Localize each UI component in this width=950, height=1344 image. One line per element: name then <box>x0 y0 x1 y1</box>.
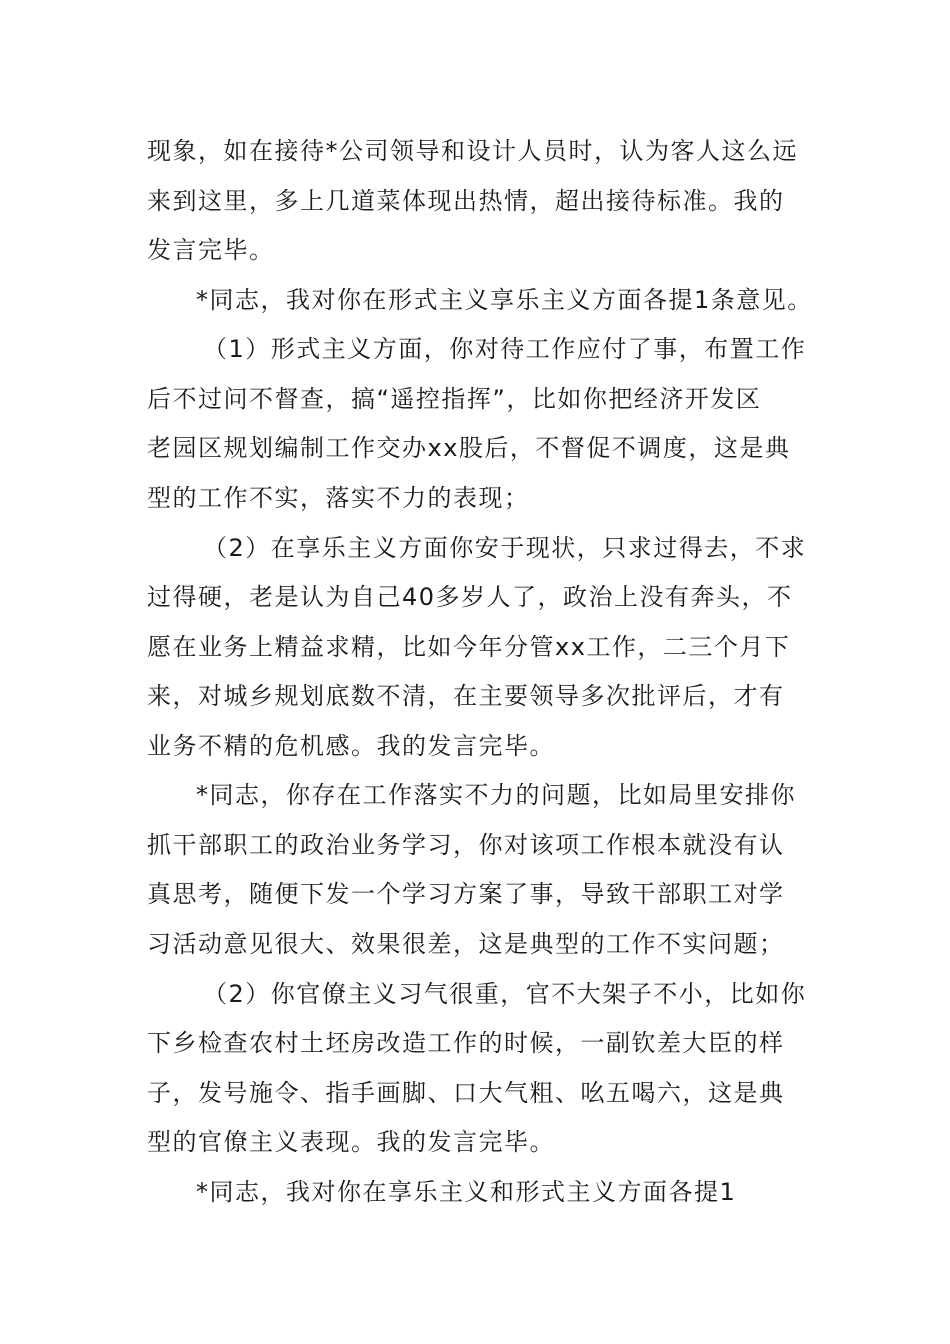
text-line: 现象，如在接待*公司领导和设计人员时，认为客人这么远 <box>147 137 798 165</box>
paragraph-start-line: （2）你官僚主义习气很重，官不大架子不小，比如你 <box>203 980 807 1008</box>
text-line: 下乡检查农村土坯房改造工作的时候，一副钦差大臣的样 <box>147 1029 785 1057</box>
text-line: 真思考，随便下发一个学习方案了事，导致干部职工对学 <box>147 880 785 908</box>
text-line: 来到这里，多上几道菜体现出热情，超出接待标准。我的 <box>147 187 785 215</box>
text-line: 后不过问不督查，搞“遥控指挥”，比如你把经济开发区 <box>147 385 762 413</box>
paragraph-start-line: *同志，你存在工作落实不力的问题，比如局里安排你 <box>196 781 796 809</box>
text-line: 子，发号施令、指手画脚、口大气粗、吆五喝六，这是典 <box>147 1079 785 1107</box>
text-line: 来，对城乡规划底数不清，在主要领导多次批评后，才有 <box>147 682 785 710</box>
text-line: 过得硬，老是认为自己40多岁人了，政治上没有奔头，不 <box>147 583 793 611</box>
paragraph-start-line: （2）在享乐主义方面你安于现状，只求过得去，不求 <box>203 534 807 562</box>
text-line: 型的工作不实，落实不力的表现； <box>147 484 530 512</box>
paragraph-start-line: （1）形式主义方面，你对待工作应付了事，布置工作 <box>203 335 807 363</box>
text-line: 愿在业务上精益求精，比如今年分管xx工作，二三个月下 <box>147 633 791 661</box>
text-line: 老园区规划编制工作交办xx股后，不督促不调度，这是典 <box>147 434 791 462</box>
paragraph-start-line: *同志，我对你在形式主义享乐主义方面各提1条意见。 <box>196 286 813 314</box>
text-line: 抓干部职工的政治业务学习，你对该项工作根本就没有认 <box>147 831 785 859</box>
paragraph-start-line: *同志，我对你在享乐主义和形式主义方面各提1 <box>196 1178 737 1206</box>
text-line: 习活动意见很大、效果很差，这是典型的工作不实问题； <box>147 930 785 958</box>
text-line: 发言完毕。 <box>147 236 275 264</box>
text-line: 型的官僚主义表现。我的发言完毕。 <box>147 1128 555 1156</box>
text-line: 业务不精的危机感。我的发言完毕。 <box>147 732 555 760</box>
